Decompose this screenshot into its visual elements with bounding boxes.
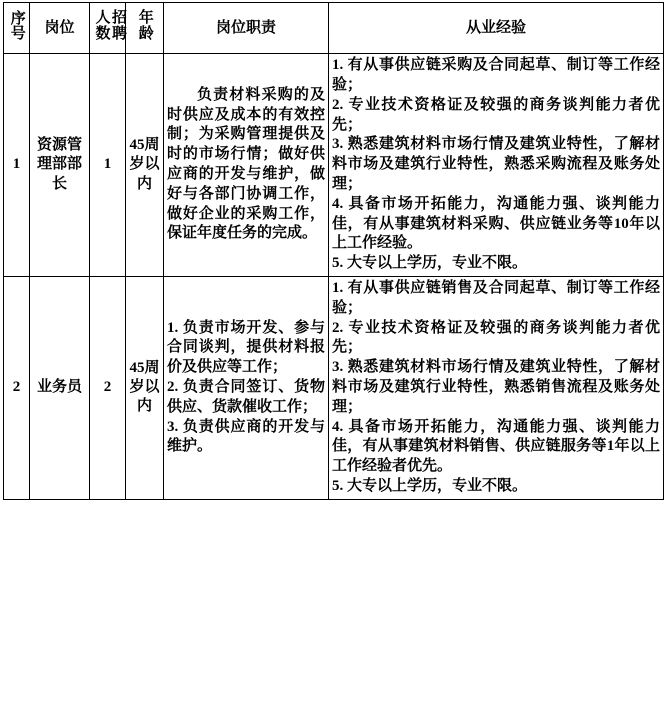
- header-age-label: 年龄: [136, 9, 153, 41]
- row-age: 45周岁以内: [126, 276, 164, 499]
- table-header-row: [4, 3, 664, 54]
- row-seq: 2: [4, 276, 30, 499]
- table-row: [4, 54, 664, 277]
- header-number: [90, 3, 126, 54]
- header-seq: [4, 3, 30, 54]
- row-experience-list: 1. 有从事供应链销售及合同起草、制订等工作经验； 2. 专业技术资格证及较强的商务谈判能力者优先； 3. 熟悉建筑材料市场行情及建筑业特性，了解材料市场及建筑行业特性，熟悉销售流程及账务处理； 4. 具备市场开拓能力，沟通能力强、谈判能力佳，有从事建筑材料销售、供应链服务等1年以上工作经验者优先。 5. 大专以上学历，专业不限。: [332, 279, 660, 494]
- header-experience: [329, 3, 664, 54]
- row-age: 45周岁以内: [126, 54, 164, 277]
- row-number: 2: [90, 276, 126, 499]
- row-post: 业务员: [30, 276, 90, 499]
- header-age: [126, 3, 164, 54]
- header-post-label: 岗位: [44, 19, 75, 36]
- header-seq-label: 序号: [8, 10, 25, 40]
- row-duty: [164, 276, 329, 499]
- row-experience: [329, 54, 664, 277]
- row-experience-list: 1. 有从事供应链采购及合同起草、制订等工作经验； 2. 专业技术资格证及较强的商务谈判能力者优先； 3. 熟悉建筑材料市场行情及建筑业特性，了解材料市场及建筑行业特性，熟悉采购流程及账务处理； 4. 具备市场开拓能力，沟通能力强、谈判能力佳，有从事建筑材料采购、供应链业务等10年以上工作经验。 5. 大专以上学历，专业不限。: [332, 57, 660, 272]
- header-duty-label: 岗位职责: [215, 19, 276, 36]
- row-duty: [164, 54, 329, 277]
- recruitment-table: [3, 2, 664, 500]
- row-duty-text: 负责材料采购的及时供应及成本的有效控制；为采购管理提供及时的市场行情；做好供应商的开发与维护，做好与各部门协调工作，做好企业的采购工作，保证年度任务的完成。: [167, 86, 325, 242]
- header-duty: [164, 3, 329, 54]
- row-seq: 1: [4, 54, 30, 277]
- header-number-label: 招聘人数: [93, 9, 126, 41]
- table-row: [4, 276, 664, 499]
- row-experience: [329, 276, 664, 499]
- header-experience-label: 从业经验: [465, 19, 526, 36]
- row-number: 1: [90, 54, 126, 277]
- header-post: [30, 3, 90, 54]
- row-post: 资源管理部部长: [30, 54, 90, 277]
- row-duty-list: 1. 负责市场开发、参与合同谈判，提供材料报价及供应等工作； 2. 负责合同签订、货物供应、货款催收工作； 3. 负责供应商的开发与维护。: [167, 319, 325, 455]
